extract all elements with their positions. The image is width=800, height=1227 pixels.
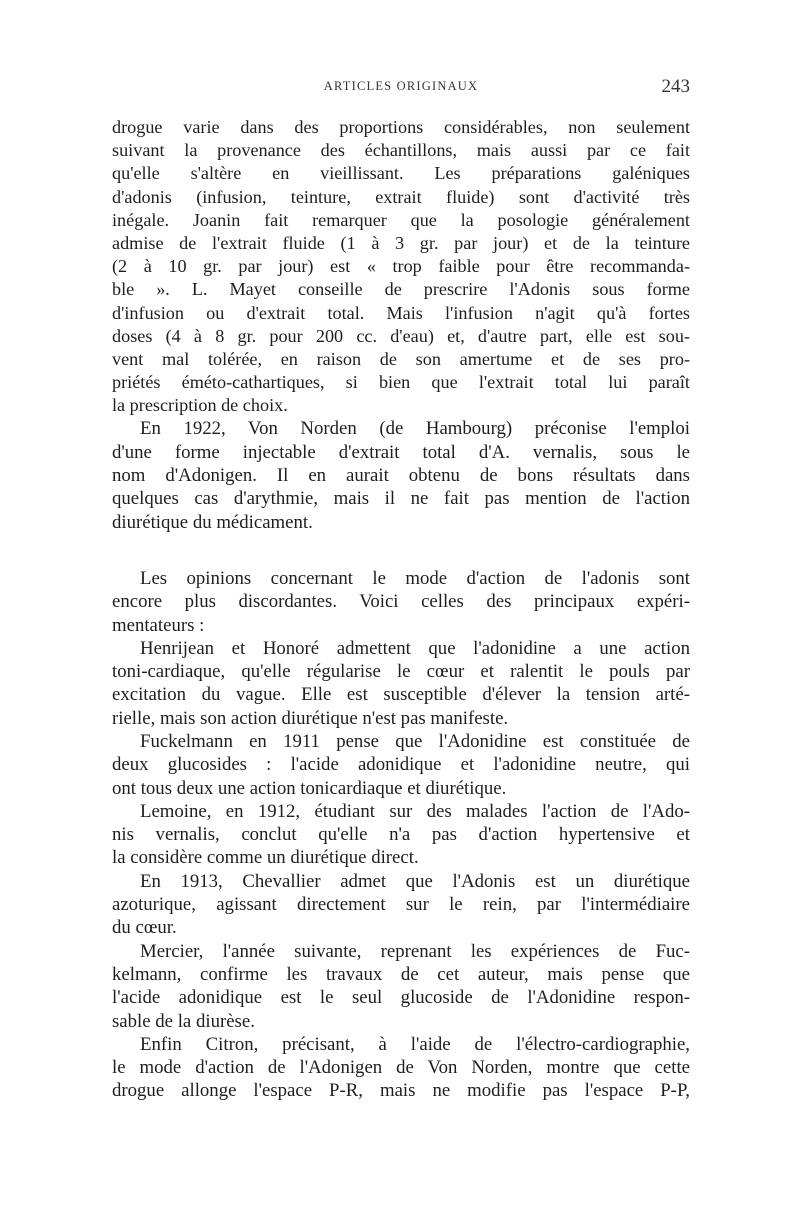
paragraph-mercier <box>112 940 690 1033</box>
text-line: la considère comme un diurétique direct. <box>112 847 419 869</box>
text-line: d'infusion ou d'extrait total. Mais l'infusion n'agit qu'à fortes <box>112 302 690 323</box>
text-line: Lemoine, en 1912, étudiant sur des malades l'action de l'Ado- <box>140 800 690 822</box>
text-line: diurétique du médicament. <box>112 511 313 533</box>
paragraph-citron <box>112 1033 690 1103</box>
text-line: Fuckelmann en 1911 pense que l'Adonidine est constituée de <box>140 731 690 752</box>
text-line: qu'elle s'altère en vieillissant. Les préparations galéniques <box>112 163 690 184</box>
text-line: Les opinions concernant le mode d'action de l'adonis sont <box>140 567 690 589</box>
paragraph-lemoine <box>112 800 690 870</box>
text-line: doses (4 à 8 gr. pour 200 cc. d'eau) et, d'autre part, elle est sou- <box>112 325 690 346</box>
text-line: l'acide adonidique est le seul glucoside de l'Adonidine respon- <box>112 987 690 1009</box>
text-line: mentateurs : <box>112 614 205 636</box>
body-text <box>112 116 690 1103</box>
text-line: En 1913, Chevallier admet que l'Adonis est un diurétique <box>140 870 690 892</box>
section-opinions <box>112 567 690 1103</box>
text-line: quelques cas d'arythmie, mais il ne fait pas mention de l'action <box>112 488 690 510</box>
paragraph-drogue <box>112 116 690 417</box>
text-line: En 1922, Von Norden (de Hambourg) préconise l'emploi <box>140 418 690 440</box>
text-line: inégale. Joanin fait remarquer que la posologie généralement <box>112 209 690 230</box>
text-line: d'une forme injectable d'extrait total d'A. vernalis, sous le <box>112 441 690 463</box>
text-line: excitation du vague. Elle est susceptible d'élever la tension arté- <box>112 684 690 706</box>
page-number: 243 <box>661 76 690 97</box>
text-line: suivant la provenance des échantillons, mais aussi par ce fait <box>112 140 690 161</box>
text-line: Henrijean et Honoré admettent que l'adonidine a une action <box>140 637 690 659</box>
text-line: kelmann, confirme les travaux de cet auteur, mais pense que <box>112 963 690 985</box>
text-line: drogue allonge l'espace P-R, mais ne modifie pas l'espace P-P, <box>112 1080 690 1102</box>
text-line: priétés éméto-cathartiques, si bien que l'extrait total lui paraît <box>112 372 690 393</box>
text-line: nis vernalis, conclut qu'elle n'a pas d'action hypertensive et <box>112 824 690 846</box>
text-line: toni-cardiaque, qu'elle régularise le cœur et ralentit le pouls par <box>112 661 690 683</box>
paragraph-fuckelmann <box>112 730 690 800</box>
text-line: la prescription de choix. <box>112 395 288 416</box>
text-line: ont tous deux une action tonicardiaque et diurétique. <box>112 777 507 799</box>
text-line: nom d'Adonigen. Il en aurait obtenu de bons résultats dans <box>112 465 690 487</box>
text-line: Enfin Citron, précisant, à l'aide de l'électro-cardiographie, <box>140 1033 690 1055</box>
text-line: Mercier, l'année suivante, reprenant les expériences de Fuc- <box>140 940 690 962</box>
text-line: (2 à 10 gr. par jour) est « trop faible pour être recommanda- <box>112 256 690 277</box>
text-line: azoturique, agissant directement sur le rein, par l'intermédiaire <box>112 894 690 916</box>
paragraph-henrijean <box>112 637 690 730</box>
running-head <box>112 76 690 98</box>
text-line: ble ». L. Mayet conseille de prescrire l'Adonis sous forme <box>112 279 690 300</box>
paragraph-opinions <box>112 567 690 637</box>
text-line: sable de la diurèse. <box>112 1010 255 1032</box>
text-line: du cœur. <box>112 917 177 939</box>
text-line: drogue varie dans des proportions considérables, non seulement <box>112 117 690 137</box>
running-title: ARTICLES ORIGINAUX <box>323 79 479 93</box>
text-line: deux glucosides : l'acide adonidique et l'adonidine neutre, qui <box>112 754 690 776</box>
text-line: admise de l'extrait fluide (1 à 3 gr. par jour) et de la teinture <box>112 232 690 253</box>
text-line: encore plus discordantes. Voici celles des principaux expéri- <box>112 591 690 613</box>
text-line: rielle, mais son action diurétique n'est pas manifeste. <box>112 707 509 729</box>
text-line: d'adonis (infusion, teinture, extrait fluide) sont d'activité très <box>112 186 690 207</box>
section-gap <box>112 534 690 567</box>
paragraph-chevallier <box>112 870 690 940</box>
text-line: le mode d'action de l'Adonigen de Von Norden, montre que cette <box>112 1057 690 1079</box>
paragraph-von-norden <box>112 417 690 533</box>
text-line: vent mal tolérée, en raison de son amertume et de ses pro- <box>112 348 690 369</box>
